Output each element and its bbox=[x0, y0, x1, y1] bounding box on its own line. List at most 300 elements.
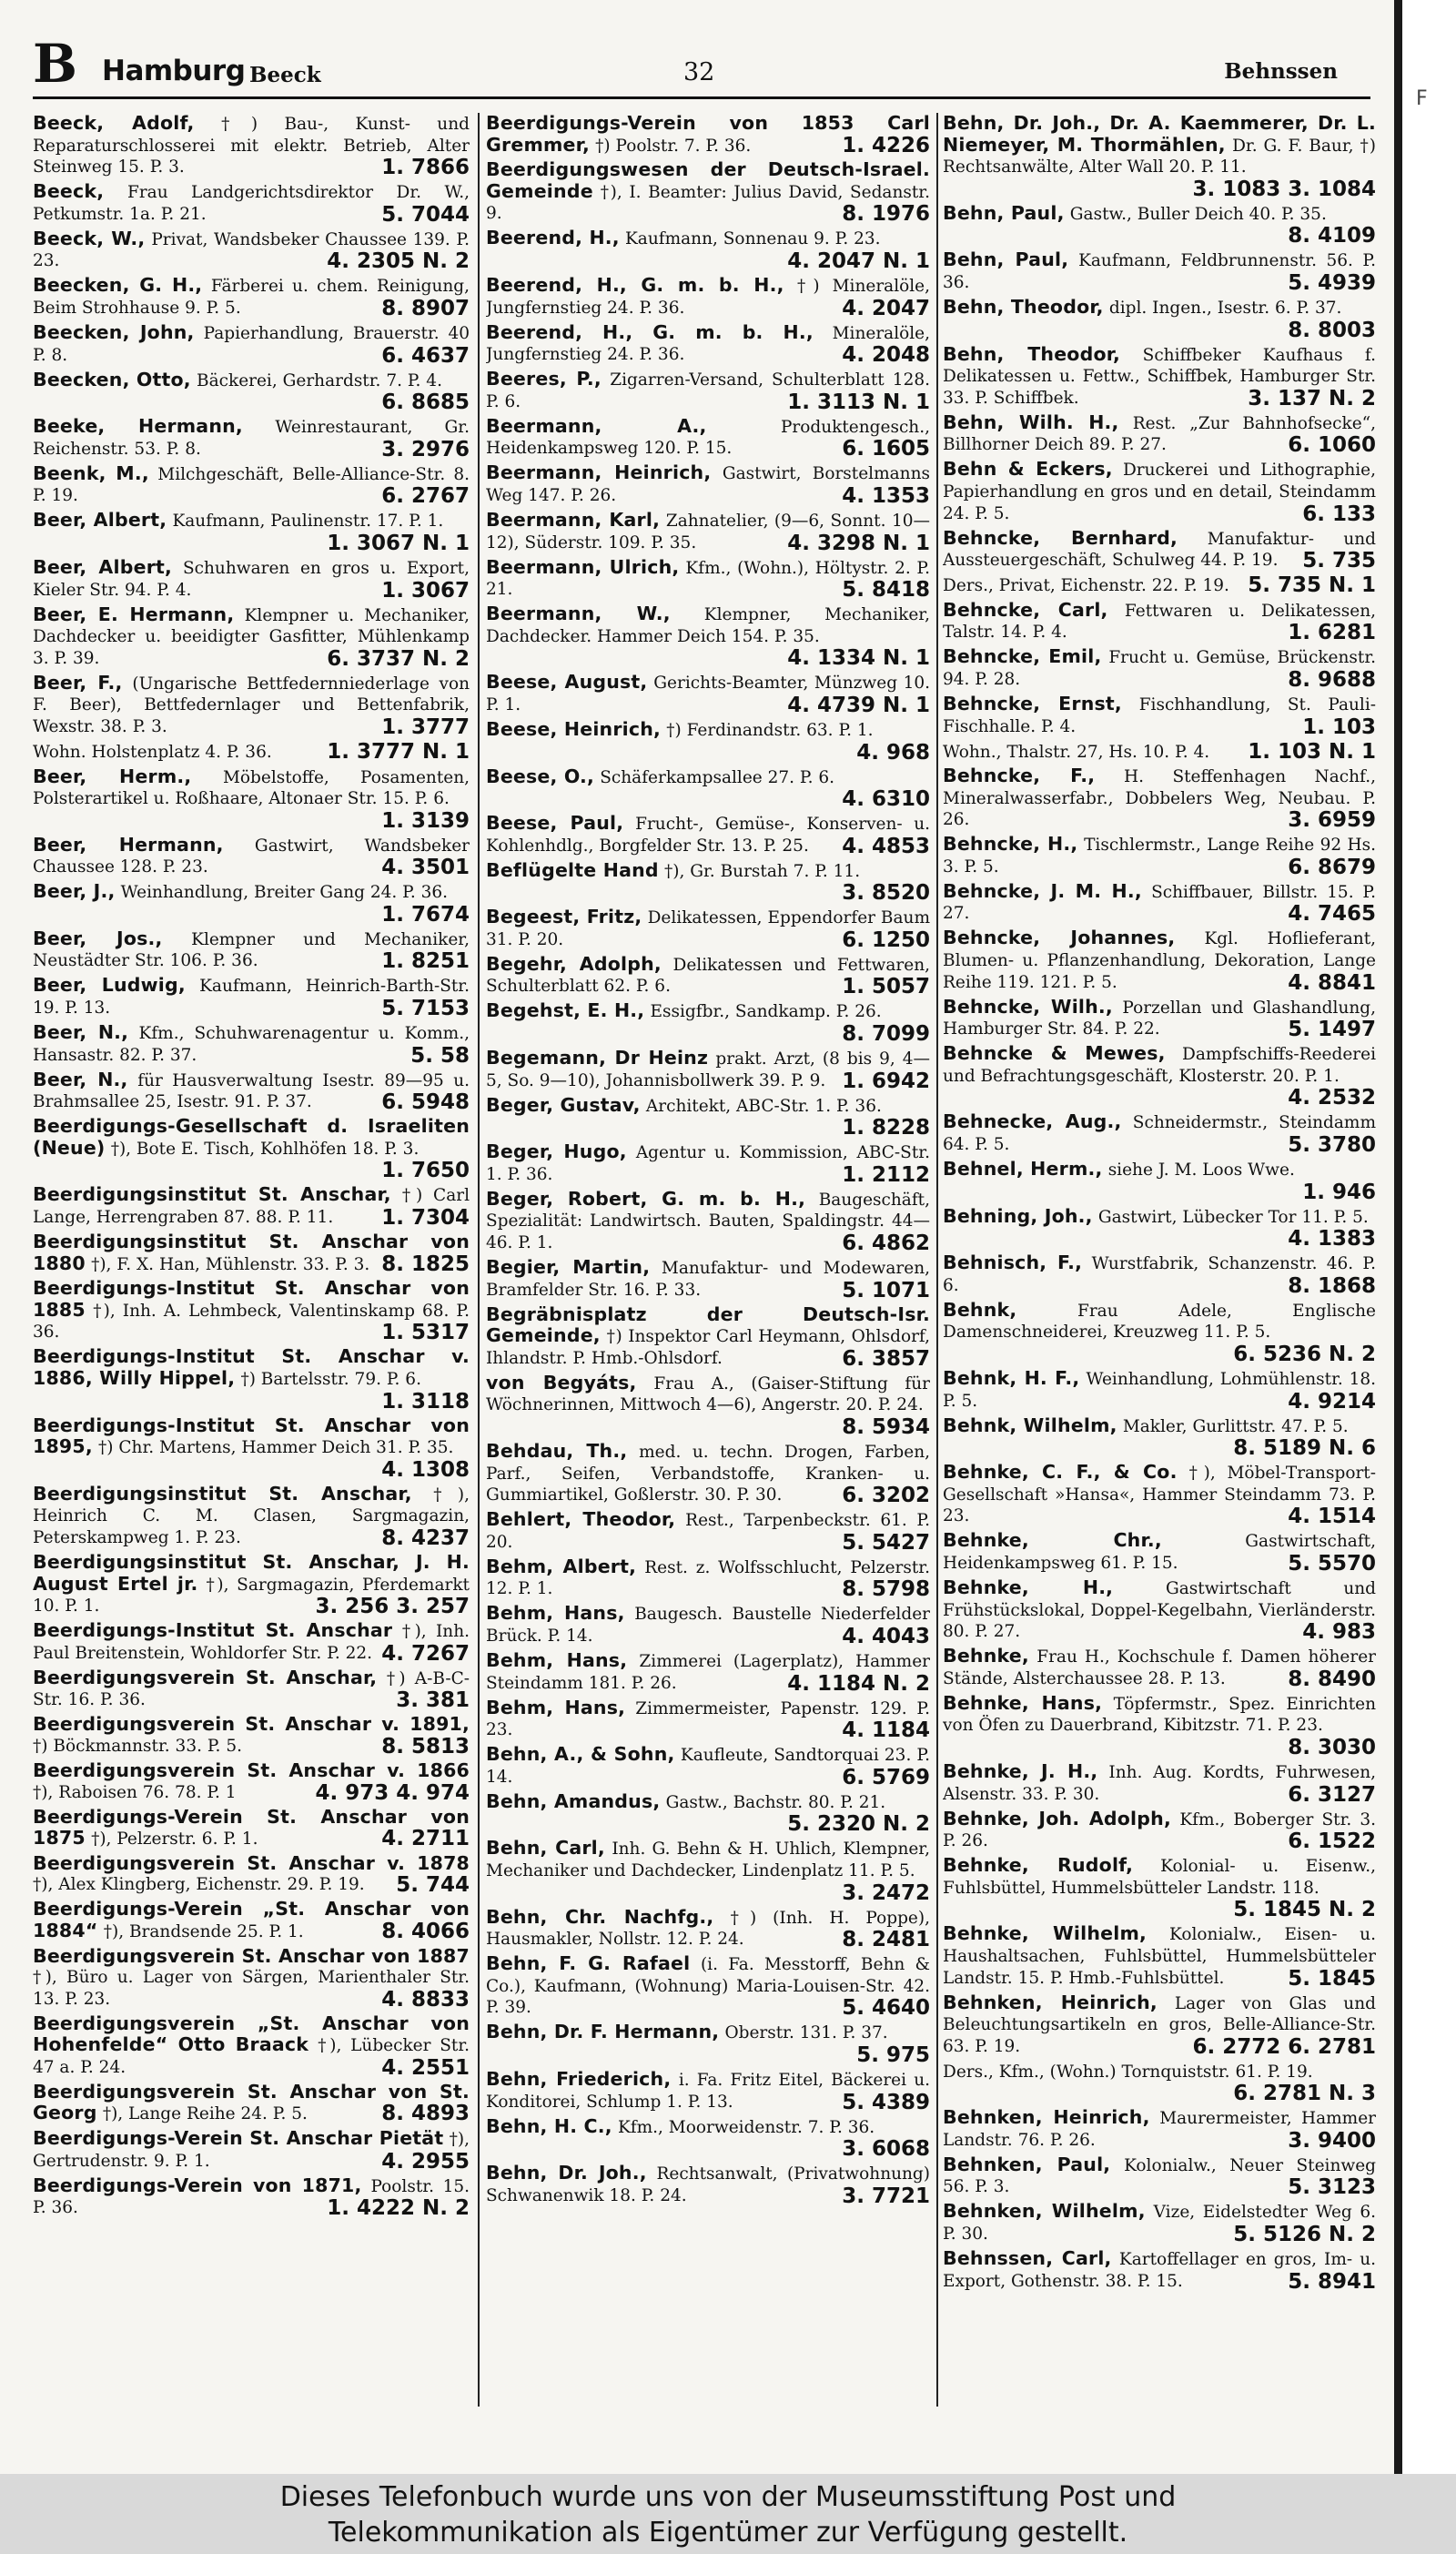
subscriber-name: Behncke, Johannes, bbox=[943, 927, 1176, 949]
scan-edge-mark: F bbox=[1416, 87, 1428, 110]
subscriber-details: Färberei u. chem. Reinigung, Beim Strohhause 9. P. 5. bbox=[33, 277, 470, 318]
directory-entry bbox=[943, 2107, 1376, 2152]
footer-line-2: Telekommunikation als Eigentümer zur Verfügung gestellt. bbox=[328, 2517, 1128, 2549]
subscriber-details: †), I. Beamter: Julius David, Sedanstr. 9. bbox=[486, 182, 930, 224]
subscriber-details: Möbelstoffe, Posamenten, Polsterartikel u. Roßhaare, Altonaer Str. 15. P. 6. bbox=[33, 767, 470, 809]
phone-number: 3. 2472 bbox=[842, 1880, 930, 1905]
phone-number: 4. 4853 bbox=[842, 834, 930, 858]
subscriber-name: Behn, Theodor, bbox=[943, 295, 1104, 318]
directory-entry bbox=[486, 113, 930, 157]
subscriber-details: Druckerei und Lithographie, Papierhandlung en gros und en detail, Steindamm 24. P. 5. bbox=[943, 461, 1376, 523]
directory-entry bbox=[486, 954, 930, 998]
phone-number: 5. 4640 bbox=[842, 1996, 930, 2021]
subscriber-details: †), Büro u. Lager von Särgen, Marienthaler Str. 13. P. 23. bbox=[33, 1968, 470, 2009]
directory-entry bbox=[486, 813, 930, 857]
subscriber-details: Vize, Eidelstedter Weg 6. P. 30. bbox=[943, 2203, 1376, 2245]
column-divider bbox=[478, 113, 480, 2407]
subscriber-details: Gastwirtschaft, Heidenkampsweg 61. P. 15. bbox=[943, 1532, 1376, 1573]
subscriber-name: Beerdigungs-Verein von 1853 Carl Gremmer, bbox=[486, 113, 930, 156]
subscriber-details: prakt. Arzt, (8 bis 9, 4—5, So. 9—10), Johannisbollwerk 39. P. 9. bbox=[486, 1049, 930, 1090]
subscriber-details: Zahnatelier, (9—6, Sonnt. 10—12), Süderstr. 109. P. 35. bbox=[486, 511, 930, 552]
subscriber-details: Frucht u. Gemüse, Brückenstr. 94. P. 28. bbox=[943, 648, 1376, 689]
phone-number: 5. 4939 bbox=[1288, 270, 1376, 295]
subscriber-name: Beermann, Heinrich, bbox=[486, 461, 712, 484]
subscriber-name: Beger, Gustav, bbox=[486, 1093, 641, 1116]
subscriber-details: Gastwirtschaft und Frühstückslokal, Doppel-Kegelbahn, Vierländerstr. 80. P. 27. bbox=[943, 1578, 1376, 1642]
scan-edge-bar bbox=[1394, 0, 1402, 2474]
subscriber-name: Behdau, Th., bbox=[486, 1440, 628, 1462]
subscriber-name: Behncke, Emil, bbox=[943, 645, 1102, 668]
phone-number: 1. 2112 bbox=[842, 1162, 930, 1187]
subscriber-name: Behnecke, Aug., bbox=[943, 1110, 1122, 1133]
subscriber-details: Kfm., Schuhwarenagentur u. Komm., Hansastr. 82. P. 37. bbox=[33, 1024, 470, 1065]
directory-entry bbox=[486, 2116, 930, 2161]
subscriber-name: Behnisch, F., bbox=[943, 1252, 1083, 1274]
directory-entry bbox=[33, 975, 470, 1019]
directory-entry bbox=[33, 370, 470, 414]
directory-entry bbox=[33, 1946, 470, 2011]
subscriber-details: Kaufmann, Feldbrunnenstr. 56. P. 36. bbox=[943, 251, 1376, 292]
phone-number: 8. 5934 bbox=[842, 1415, 930, 1439]
subscriber-name: Behlert, Theodor, bbox=[486, 1508, 676, 1531]
subscriber-details: Papierhandlung, Brauerstr. 40 P. 8. bbox=[33, 323, 470, 365]
subscriber-name: Beese, Paul, bbox=[486, 812, 624, 835]
phone-number: 4. 6310 bbox=[842, 787, 930, 812]
subscriber-name: Behnke, Chr., bbox=[943, 1529, 1162, 1552]
subscriber-name: Behn, Carl, bbox=[486, 1837, 605, 1860]
phone-number: 4. 1353 bbox=[842, 483, 930, 508]
subscriber-name: Beecken, Otto, bbox=[33, 368, 191, 390]
subscriber-name: Behnk, H. F., bbox=[943, 1367, 1080, 1389]
subscriber-name: Behn, Friederich, bbox=[486, 2067, 672, 2090]
phone-number: 1. 3777 bbox=[381, 715, 470, 739]
subscriber-name: Beerdigungsinstitut St. Anschar, bbox=[33, 1482, 412, 1505]
phone-number: 8. 5189 N. 6 bbox=[1233, 1436, 1376, 1461]
phone-number: 4. 973 4. 974 bbox=[315, 1780, 470, 1805]
subscriber-details: Kolonial- u. Eisenw., Fuhlsbüttel, Hummelsbütteler Landstr. 118. bbox=[943, 1857, 1376, 1898]
subscriber-details: Manufaktur- und Aussteuergeschäft, Schulweg 44. P. 19. bbox=[943, 529, 1376, 571]
phone-number: 1. 3067 bbox=[381, 578, 470, 603]
directory-entry bbox=[33, 741, 470, 764]
phone-number: 6. 1060 bbox=[1288, 433, 1376, 458]
directory-entry bbox=[943, 1159, 1376, 1203]
directory-entry bbox=[486, 672, 930, 716]
subscriber-details: †), Bote E. Tisch, Kohlhöfen 18. P. 3. bbox=[110, 1139, 420, 1159]
phone-number: 4. 1514 bbox=[1288, 1505, 1376, 1529]
subscriber-name: Beermann, A., bbox=[486, 414, 707, 437]
subscriber-name: Beermann, Ulrich, bbox=[486, 555, 680, 578]
phone-number: 4. 983 bbox=[1302, 1620, 1376, 1645]
subscriber-details: Wohn. Holstenplatz 4. P. 36. bbox=[33, 742, 272, 762]
phone-number: 6. 5769 bbox=[842, 1765, 930, 1789]
directory-entry bbox=[943, 1368, 1376, 1413]
directory-entry bbox=[486, 1141, 930, 1186]
phone-number: 8. 3030 bbox=[1288, 1735, 1376, 1759]
directory-entry bbox=[33, 463, 470, 508]
phone-number: 5. 1845 bbox=[1288, 1966, 1376, 1991]
subscriber-name: Behn, Dr. Joh., bbox=[486, 2162, 647, 2184]
subscriber-details: Inh. G. Behn & H. Uhlich, Klempner, Mechaniker und Dachdecker, Lindenplatz 11. P. 5. bbox=[486, 1839, 930, 1880]
subscriber-details: Inh. Aug. Kordts, Fuhrwesen, Alsenstr. 33. P. 30. bbox=[943, 1762, 1376, 1804]
phone-number: 6. 1605 bbox=[842, 437, 930, 461]
phone-number: 3. 8520 bbox=[842, 881, 930, 906]
subscriber-details: Zigarren-Versand, Schulterblatt 128. P. 6. bbox=[486, 370, 930, 411]
subscriber-name: Beflügelte Hand bbox=[486, 858, 659, 881]
subscriber-details: Dr. G. F. Baur, †) Rechtsanwälte, Alter Wall 20. P. 11. bbox=[943, 136, 1376, 177]
phone-number: 4. 2955 bbox=[381, 2149, 470, 2174]
footer-line-1: Dieses Telefonbuch wurde uns von der Museumsstiftung Post und bbox=[279, 2481, 1177, 2513]
directory-entry bbox=[943, 2201, 1376, 2245]
subscriber-name: Beer, Ludwig, bbox=[33, 974, 186, 997]
phone-number: 1. 5057 bbox=[842, 975, 930, 999]
phone-number: 8. 7099 bbox=[842, 1022, 930, 1047]
subscriber-details: Zimmerei (Lagerplatz), Hammer Steindamm 181. P. 26. bbox=[486, 1651, 930, 1693]
directory-entry bbox=[33, 1346, 470, 1412]
directory-entry bbox=[33, 416, 470, 461]
subscriber-name: Beer, F., bbox=[33, 671, 123, 694]
phone-number: 6. 4637 bbox=[381, 343, 470, 368]
directory-entry bbox=[943, 113, 1376, 200]
subscriber-name: Behnke, H., bbox=[943, 1576, 1114, 1598]
directory-entry bbox=[486, 1603, 930, 1647]
subscriber-details: Kgl. Hoflieferant, Blumen- u. Pflanzenhandlung, Dekoration, Lange Reihe 119. 121. P. 5. bbox=[943, 929, 1376, 992]
listing-column-3 bbox=[943, 113, 1376, 2407]
subscriber-details: Baugesch. Baustelle Niederfelder Brück. P. 14. bbox=[486, 1605, 930, 1646]
subscriber-name: Behnken, Heinrich, bbox=[943, 1991, 1158, 2013]
subscriber-details: Gastwirt, Borstelmanns Weg 147. P. 26. bbox=[486, 464, 930, 505]
subscriber-name: Behn & Eckers, bbox=[943, 458, 1113, 481]
subscriber-name: Beerend, H., bbox=[486, 227, 620, 249]
subscriber-name: Behn, Theodor, bbox=[943, 342, 1121, 365]
subscriber-details: Schneidermstr., Steindamm 64. P. 5. bbox=[943, 1113, 1376, 1155]
directory-entry bbox=[33, 1899, 470, 1942]
phone-number: 4. 8841 bbox=[1288, 970, 1376, 995]
phone-number: 3. 6959 bbox=[1288, 808, 1376, 833]
directory-entry bbox=[33, 1184, 470, 1229]
subscriber-details: Delikatessen, Eppendorfer Baum 31. P. 20. bbox=[486, 908, 930, 949]
directory-entry bbox=[486, 1304, 930, 1370]
subscriber-details: Rest. z. Wolfsschlucht, Pelzerstr. 12. P. 1. bbox=[486, 1557, 930, 1599]
directory-entry bbox=[943, 881, 1376, 926]
directory-entry bbox=[33, 673, 470, 738]
directory-entry bbox=[943, 927, 1376, 993]
directory-entry bbox=[486, 907, 930, 951]
subscriber-name: Beer, Albert, bbox=[33, 555, 172, 578]
phone-number: 5. 5570 bbox=[1288, 1551, 1376, 1576]
phone-number: 5. 4389 bbox=[842, 2090, 930, 2114]
subscriber-details: Kartoffellager en gros, Im- u. Export, Gothenstr. 38. P. 15. bbox=[943, 2250, 1376, 2291]
directory-entry bbox=[943, 1646, 1376, 1690]
phone-number: 5. 1845 N. 2 bbox=[1233, 1898, 1376, 1922]
phone-number: 6. 2767 bbox=[381, 484, 470, 509]
directory-entry bbox=[943, 1111, 1376, 1156]
subscriber-name: Begier, Martin, bbox=[486, 1256, 651, 1279]
subscriber-name: Behnk, Wilhelm, bbox=[943, 1414, 1117, 1436]
subscriber-name: Beer, J., bbox=[33, 880, 116, 903]
directory-entry bbox=[943, 2061, 1376, 2105]
directory-entry bbox=[486, 1189, 930, 1254]
phone-number: 6. 133 bbox=[1302, 502, 1376, 526]
subscriber-details: Milchgeschäft, Belle-Alliance-Str. 8. P. 19. bbox=[33, 464, 470, 506]
subscriber-details: Schiffbeker Kaufhaus f. Delikatessen u. Fettw., Schiffbek, Hamburger Str. 33. P. Schiffbek. bbox=[943, 345, 1376, 408]
subscriber-details: Frau A., (Gaiser-Stiftung für Wöchnerinnen, Mittwoch 4—6), Angerstr. 20. P. 24. bbox=[486, 1373, 930, 1415]
subscriber-name: Behn, Dr. Joh., Dr. A. Kaemmerer, Dr. L. Niemeyer, M. Thormählen, bbox=[943, 113, 1376, 156]
directory-entry bbox=[33, 1853, 470, 1897]
subscriber-name: Beerdigungsverein „St. Anschar von Hohenfelde“ Otto Braack bbox=[33, 2012, 470, 2056]
subscriber-details: Frau H., Kochschule f. Damen höherer Stände, Alsterchaussee 28. P. 13. bbox=[943, 1647, 1376, 1688]
directory-entry bbox=[943, 344, 1376, 410]
phone-number: 6. 5948 bbox=[381, 1090, 470, 1115]
subscriber-name: Beer, Hermann, bbox=[33, 833, 224, 856]
subscriber-details: Kaufmann, Paulinenstr. 17. P. 1. bbox=[172, 512, 444, 532]
directory-entry bbox=[943, 646, 1376, 691]
directory-entry bbox=[486, 1509, 930, 1554]
phone-number: 4. 2711 bbox=[381, 1827, 470, 1851]
phone-number: 1. 7674 bbox=[381, 902, 470, 927]
subscriber-details: †), Heinrich C. M. Clasen, Sargmagazin, Peterskampweg 1. P. 23. bbox=[33, 1485, 470, 1547]
phone-number: 4. 1184 bbox=[842, 1718, 930, 1743]
phone-number: 1. 7304 bbox=[381, 1206, 470, 1231]
subscriber-details: für Hausverwaltung Isestr. 89—95 u. Brahmsallee 25, Isestr. 91. P. 37. bbox=[33, 1070, 470, 1112]
subscriber-details: dipl. Ingen., Isestr. 6. P. 37. bbox=[1108, 298, 1342, 318]
directory-entry bbox=[486, 228, 930, 272]
phone-number: 4. 7465 bbox=[1288, 902, 1376, 927]
subscriber-details: Architekt, ABC-Str. 1. P. 36. bbox=[645, 1096, 882, 1116]
phone-number: 4. 3501 bbox=[381, 856, 470, 880]
directory-entry bbox=[943, 412, 1376, 457]
subscriber-details: Makler, Gurlittstr. 47. P. 5. bbox=[1122, 1416, 1349, 1436]
subscriber-name: Behm, Albert, bbox=[486, 1555, 637, 1577]
subscriber-details: †), Gr. Burstah 7. P. 11. bbox=[663, 861, 861, 881]
subscriber-name: Behnke, Wilhelm, bbox=[943, 1922, 1147, 1945]
subscriber-details: †), Möbel-Transport-Gesellschaft »Hansa«, Hammer Steindamm 73. P. 23. bbox=[943, 1464, 1376, 1526]
subscriber-name: Beerdigungs-Gesellschaft d. Israeliten (Neue) bbox=[33, 1115, 470, 1159]
directory-entry bbox=[943, 1809, 1376, 1853]
city-title: Hamburg bbox=[102, 55, 246, 87]
directory-entry bbox=[486, 1048, 930, 1092]
subscriber-details: Gastwirt, Lübecker Tor 11. P. 5. bbox=[1097, 1207, 1369, 1227]
subscriber-details: †) (Inh. H. Poppe), Hausmakler, Nollstr. 12. P. 24. bbox=[486, 1908, 930, 1950]
subscriber-details: Poolstr. 15. P. 36. bbox=[33, 2176, 470, 2218]
directory-entry bbox=[943, 1415, 1376, 1460]
subscriber-name: Behnssen, Carl, bbox=[943, 2247, 1112, 2270]
subscriber-name: Beerdigungsverein St. Anschar, bbox=[33, 1666, 378, 1688]
phone-number: 5. 975 bbox=[856, 2042, 930, 2067]
directory-entry bbox=[943, 1693, 1376, 1758]
subscriber-details: †), Inh. Paul Breitenstein, Wohldorfer Str. P. 22. bbox=[33, 1622, 470, 1663]
subscriber-details: Weinhandlung, Breiter Gang 24. P. 36. bbox=[120, 883, 449, 903]
directory-entry bbox=[486, 557, 930, 602]
listing-column-1 bbox=[33, 113, 470, 2407]
subscriber-details: Tischlermstr., Lange Reihe 92 Hs. 3. P. 5. bbox=[943, 836, 1376, 877]
subscriber-name: Beerdigungsinstitut St. Anschar von 1880 bbox=[33, 1231, 470, 1274]
listing-column-2 bbox=[486, 113, 930, 2407]
phone-number: 3. 7721 bbox=[842, 2184, 930, 2208]
subscriber-name: Beenk, M., bbox=[33, 461, 149, 484]
directory-entry bbox=[486, 2069, 930, 2113]
subscriber-details: Fischhandlung, St. Pauli-Fischhalle. P. 4. bbox=[943, 694, 1376, 736]
subscriber-name: Begeest, Fritz, bbox=[486, 906, 642, 928]
subscriber-name: Beerdigungsverein St. Anschar von 1887 bbox=[33, 1944, 470, 1967]
subscriber-name: Beerdigungs-Institut St. Anschar v. 1886, Willy Hippel, bbox=[33, 1345, 470, 1389]
phone-number: 6. 5236 N. 2 bbox=[1233, 1343, 1376, 1366]
directory-entry bbox=[943, 1992, 1376, 2058]
directory-entry bbox=[486, 1907, 930, 1951]
subscriber-details: Schiffbauer, Billstr. 15. P. 27. bbox=[943, 882, 1376, 924]
phone-number: 1. 3118 bbox=[381, 1389, 470, 1414]
directory-entry bbox=[486, 275, 930, 319]
subscriber-details: †) A-B-C-Str. 16. P. 36. bbox=[33, 1668, 470, 1710]
subscriber-name: Beerdigungs-Institut St. Anschar von 1895, bbox=[33, 1414, 470, 1458]
subscriber-name: Beer, E. Hermann, bbox=[33, 603, 235, 625]
subscriber-details: Wohn., Thalstr. 27, Hs. 10. P. 4. bbox=[943, 742, 1210, 762]
subscriber-name: Beer, Albert, bbox=[33, 509, 167, 532]
subscriber-name: Beer, N., bbox=[33, 1021, 129, 1044]
directory-entry bbox=[943, 2248, 1376, 2293]
subscriber-details: Gastw., Bachstr. 80. P. 21. bbox=[665, 1792, 886, 1812]
page-header bbox=[33, 33, 1370, 102]
subscriber-details: †), Brandsende 25. P. 1. bbox=[103, 1921, 304, 1941]
directory-entry bbox=[943, 997, 1376, 1041]
phone-number: 4. 1184 N. 2 bbox=[787, 1671, 930, 1696]
phone-number: 8. 4066 bbox=[381, 1919, 470, 1943]
directory-entry bbox=[33, 2082, 470, 2125]
subscriber-details: H. Steffenhagen Nachf., Mineralwasserfabr., Dobbelers Weg, Neubau. P. 26. bbox=[943, 767, 1376, 830]
directory-entry bbox=[33, 1069, 470, 1114]
subscriber-details: Wurstfabrik, Schanzenstr. 46. P. 6. bbox=[943, 1254, 1376, 1295]
phone-number: 4. 2305 N. 2 bbox=[327, 249, 470, 274]
subscriber-details: Klempner u. Mechaniker, Dachdecker u. beeidigter Gasfitter, Mühlenkamp 3. P. 39. bbox=[33, 605, 470, 668]
subscriber-details: Kaufmann, Sonnenau 9. P. 23. bbox=[624, 229, 881, 249]
directory-entry bbox=[943, 834, 1376, 878]
subscriber-name: Beerdigungs-Verein St. Anschar Pietät bbox=[33, 2127, 444, 2150]
directory-entry bbox=[943, 297, 1376, 341]
subscriber-details: Maurermeister, Hammer Landstr. 76. P. 26. bbox=[943, 2109, 1376, 2150]
phone-number: 6. 1250 bbox=[842, 927, 930, 952]
phone-number: 1. 4226 bbox=[842, 133, 930, 157]
subscriber-name: Beer, Jos., bbox=[33, 927, 163, 949]
directory-entry bbox=[943, 2154, 1376, 2199]
phone-number: 1. 4222 N. 2 bbox=[327, 2196, 470, 2221]
range-end-name: Behnssen bbox=[1224, 59, 1338, 84]
directory-entry bbox=[943, 203, 1376, 248]
subscriber-details: †) Carl Lange, Herrengraben 87. 88. P. 11. bbox=[33, 1186, 470, 1228]
phone-number: 4. 8833 bbox=[381, 1987, 470, 2012]
header-rule bbox=[33, 96, 1370, 99]
subscriber-details: †) Ferdinandstr. 63. P. 1. bbox=[666, 720, 874, 740]
subscriber-name: Beerdigungsverein St. Anschar v. 1866 bbox=[33, 1758, 470, 1781]
subscriber-details: †) Böckmannstr. 33. P. 5. bbox=[33, 1736, 242, 1756]
column-divider bbox=[936, 113, 938, 2407]
directory-entry bbox=[33, 2175, 470, 2220]
subscriber-details: Mineralöle, Jungfernstieg 24. P. 36. bbox=[486, 323, 930, 365]
phone-number: 4. 1308 bbox=[381, 1457, 470, 1482]
subscriber-details: †), F. X. Han, Mühlenstr. 33. P. 3. bbox=[91, 1254, 370, 1274]
subscriber-details: Ders., Privat, Eichenstr. 22. P. 19. bbox=[943, 576, 1229, 596]
directory-entry bbox=[33, 1278, 470, 1343]
phone-number: 6. 2772 6. 2781 bbox=[1192, 2034, 1376, 2059]
subscriber-details: Kfm., Boberger Str. 3. P. 26. bbox=[943, 1809, 1376, 1851]
subscriber-name: Beerdigungs-Verein St. Anschar von 1875 bbox=[33, 1805, 470, 1850]
subscriber-name: Beermann, Karl, bbox=[486, 508, 661, 531]
directory-entry bbox=[943, 1300, 1376, 1365]
directory-entry bbox=[33, 275, 470, 319]
directory-entry bbox=[486, 159, 930, 225]
phone-number: 8. 8907 bbox=[381, 296, 470, 320]
subscriber-name: Beerend, H., G. m. b. H., bbox=[486, 273, 784, 296]
directory-entry bbox=[33, 1807, 470, 1850]
directory-entry bbox=[33, 604, 470, 670]
phone-number: 1. 6281 bbox=[1288, 621, 1376, 645]
directory-entry bbox=[486, 1095, 930, 1140]
directory-entry bbox=[943, 1206, 1376, 1251]
directory-entry bbox=[33, 113, 470, 178]
subscriber-details: †) Chr. Martens, Hammer Deich 31. P. 35. bbox=[98, 1438, 454, 1458]
directory-entry bbox=[943, 1043, 1376, 1109]
phone-number: 5. 3123 bbox=[1288, 2175, 1376, 2200]
directory-entry bbox=[33, 835, 470, 879]
subscriber-name: Beer, N., bbox=[33, 1068, 128, 1090]
subscriber-name: Behnke, Hans, bbox=[943, 1691, 1103, 1714]
subscriber-name: Beermann, W., bbox=[486, 603, 671, 625]
subscriber-name: Beeck, Adolf, bbox=[33, 113, 195, 134]
subscriber-details: Delikatessen und Fettwaren, Schulterblatt 62. P. 6. bbox=[486, 955, 930, 997]
subscriber-name: Behncke, H., bbox=[943, 833, 1078, 856]
phone-number: 4. 2532 bbox=[1288, 1086, 1376, 1110]
directory-entry bbox=[33, 928, 470, 973]
subscriber-details: Fettwaren u. Delikatessen, Talstr. 14. P. 4. bbox=[943, 601, 1376, 643]
phone-number: 8. 4109 bbox=[1288, 224, 1376, 248]
phone-number: 5. 744 bbox=[396, 1873, 470, 1898]
subscriber-name: Behn, Chr. Nachfg., bbox=[486, 1905, 714, 1928]
subscriber-name: Begehr, Adolph, bbox=[486, 952, 662, 975]
subscriber-details: Essigfbr., Sandkamp. P. 26. bbox=[650, 1002, 882, 1022]
subscriber-details: Baugeschäft, Spezialität: Landwirtsch. Bauten, Spaldingstr. 44—46. P. 1. bbox=[486, 1190, 930, 1253]
subscriber-name: Beerdigungs-Verein „St. Anschar von 1884“ bbox=[33, 1898, 470, 1941]
directory-entry bbox=[486, 1000, 930, 1045]
subscriber-name: von Begyáts, bbox=[486, 1371, 637, 1394]
directory-entry bbox=[486, 369, 930, 413]
subscriber-name: Beeke, Hermann, bbox=[33, 415, 243, 438]
subscriber-details: med. u. techn. Drogen, Farben, Parf., Seifen, Verbandstoffe, Kranken- u. Gummiartikel, Goßlerstr. 30. P. 30. bbox=[486, 1443, 930, 1505]
directory-entry bbox=[943, 1252, 1376, 1297]
subscriber-details: Kfm., (Wohn.), Höltystr. 2. P. 21. bbox=[486, 558, 930, 600]
directory-entry bbox=[33, 766, 470, 832]
subscriber-details: Kaufleute, Sandtorquai 23. P. 14. bbox=[486, 1746, 930, 1787]
directory-entry bbox=[33, 1667, 470, 1712]
subscriber-details: Kolonialw., Neuer Steinweg 56. P. 3. bbox=[943, 2155, 1376, 2197]
subscriber-details: †) Inspektor Carl Heymann, Ohlsdorf, Ihlandstr. P. Hmb.-Ohlsdorf. bbox=[486, 1327, 930, 1368]
subscriber-name: Behnke, Rudolf, bbox=[943, 1854, 1134, 1877]
subscriber-name: Begehst, E. H., bbox=[486, 999, 645, 1022]
subscriber-name: Behn, Wilh. H., bbox=[943, 410, 1119, 433]
subscriber-name: Behn, H. C., bbox=[486, 2114, 612, 2137]
subscriber-name: Beerdigungsverein St. Anschar von St. Georg bbox=[33, 2080, 470, 2124]
subscriber-details: Klempner, Mechaniker, Dachdecker. Hammer Deich 154. P. 35. bbox=[486, 605, 930, 646]
subscriber-details: Frau Landgerichtsdirektor Dr. W., Petkumstr. 1a. P. 21. bbox=[33, 183, 470, 224]
subscriber-details: †), Raboisen 76. 78. P. 1 bbox=[33, 1782, 237, 1802]
subscriber-name: Behncke, Ernst, bbox=[943, 692, 1122, 715]
subscriber-details: Porzellan und Glashandlung, Hamburger Str. 84. P. 22. bbox=[943, 998, 1376, 1039]
phone-number: 5. 7044 bbox=[381, 202, 470, 227]
subscriber-details: Kaufmann, Heinrich-Barth-Str. 19. P. 13. bbox=[33, 977, 470, 1019]
archive-notice-footer bbox=[0, 2474, 1456, 2554]
phone-number: 6. 3202 bbox=[842, 1484, 930, 1508]
subscriber-name: Behncke, Carl, bbox=[943, 598, 1108, 621]
directory-entry bbox=[486, 322, 930, 367]
directory-entry bbox=[33, 557, 470, 602]
subscriber-details: Produktengesch., Heidenkampsweg 120. P. 15. bbox=[486, 417, 930, 459]
